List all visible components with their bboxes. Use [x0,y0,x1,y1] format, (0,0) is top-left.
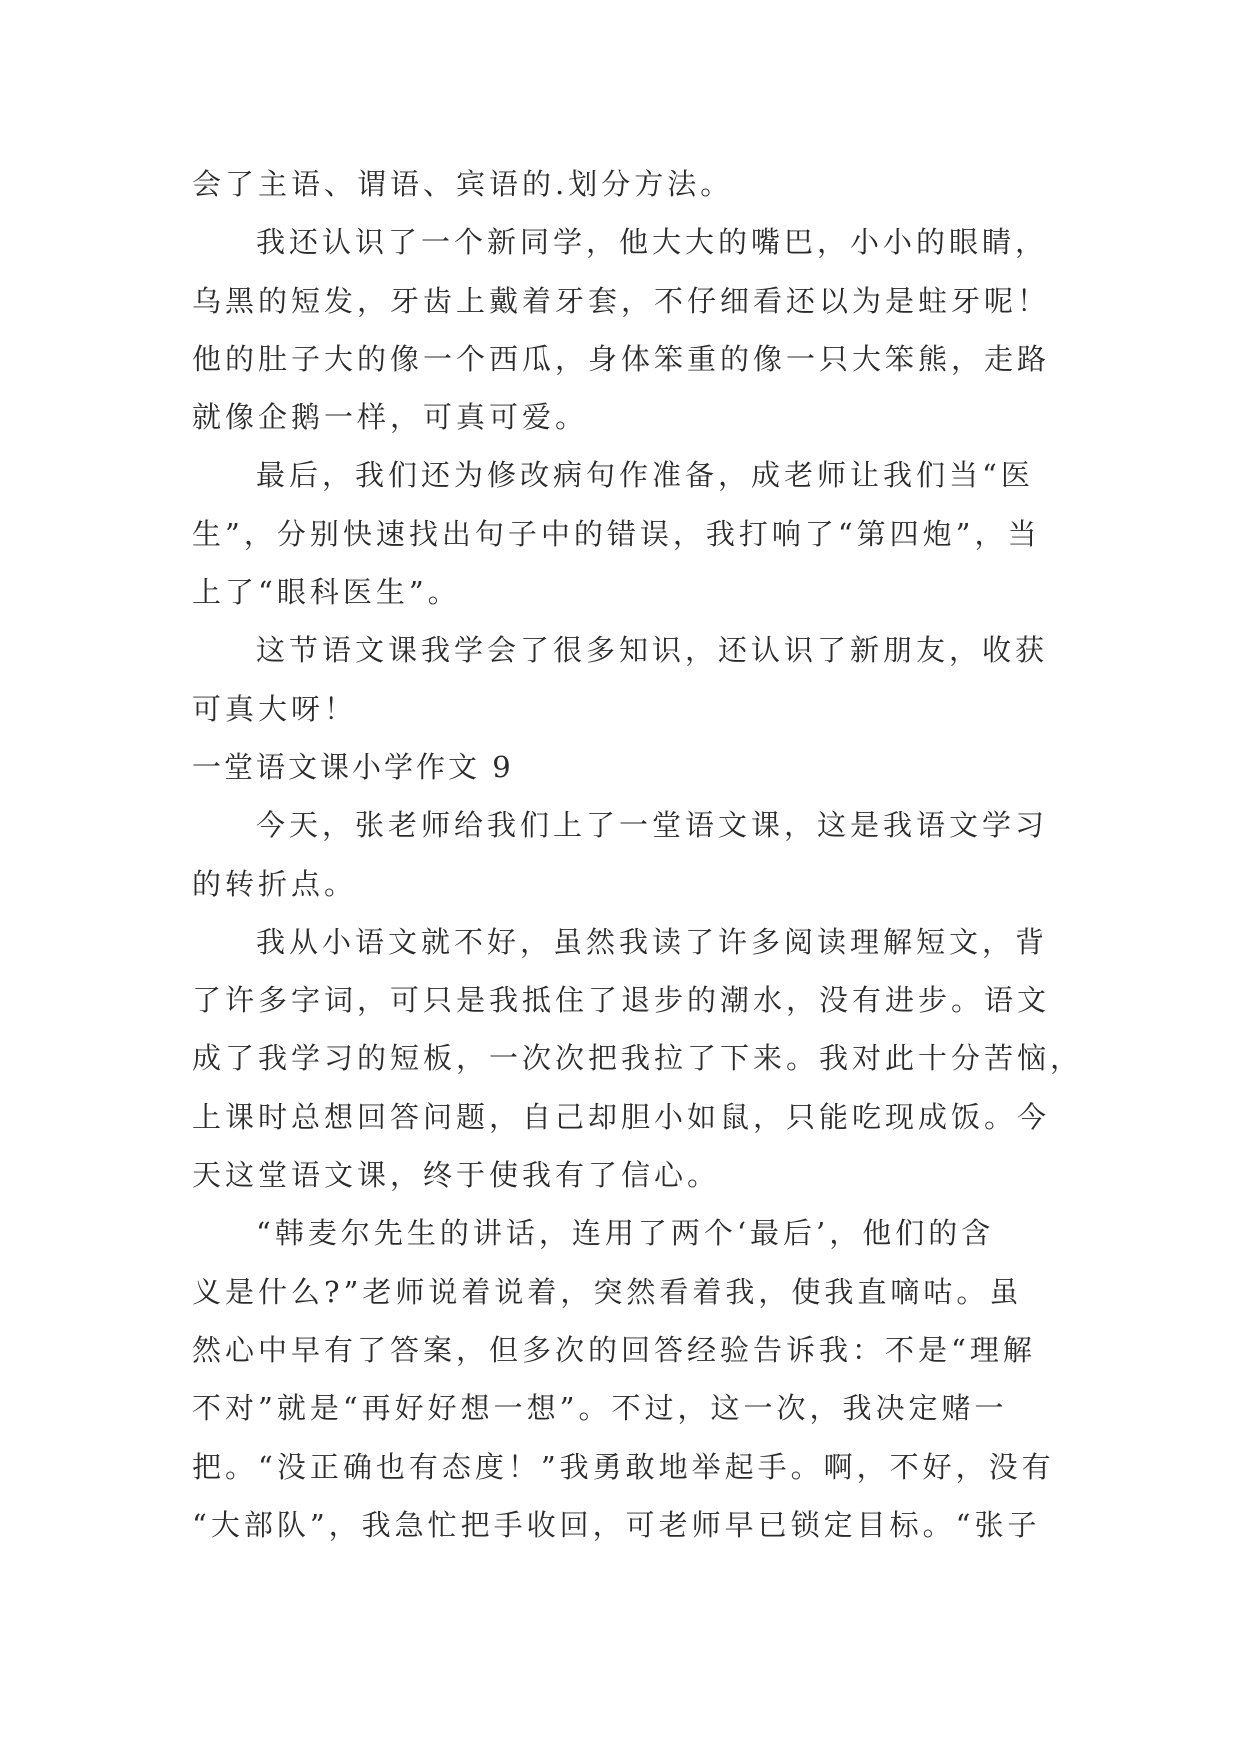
text-line: 我从小语文就不好，虽然我读了许多阅读理解短文，背 [256,924,1049,959]
text-line: 就像企鹅一样，可真可爱。 [192,400,589,435]
section-heading: 一堂语文课小学作文 9 [192,749,514,784]
text-line: 会了主语、谓语、宾语的.划分方法。 [192,167,734,201]
text-line: 他的肚子大的像一个西瓜，身体笨重的像一只大笨熊，走路 [192,341,1051,376]
text-line: 乌黑的短发，牙齿上戴着牙套，不仔细看还以为是蛀牙呢！ [192,283,1051,318]
text-line: 的转折点。 [192,866,358,901]
text-line: 今天，张老师给我们上了一堂语文课，这是我语文学习 [256,808,1049,843]
text-line: 最后，我们还为修改病句作准备，成老师让我们当“医 [256,458,1034,493]
text-line: 然心中早有了答案，但多次的回答经验告诉我：不是“理解 [192,1332,1036,1367]
text-line: 成了我学习的短板，一次次把我拉了下来。我对此十分苦恼， [192,1041,1084,1076]
text-line: 上课时总想回答问题，自己却胆小如鼠，只能吃现成饭。今 [192,1099,1051,1134]
text-line: “韩麦尔先生的讲话，连用了两个‘最后’，他们的含 [256,1216,995,1251]
text-line: 这节语文课我学会了很多知识，还认识了新朋友，收获 [256,633,1049,668]
text-line: 上了“眼科医生”。 [192,575,461,610]
text-line: 我还认识了一个新同学，他大大的嘴巴，小小的眼睛， [256,225,1049,260]
text-line: 义是什么?”老师说着说着，突然看着我，使我直嘀咕。虽 [192,1274,1023,1309]
text-line: 把。“没正确也有态度！”我勇敢地举起手。啊，不好，没有 [192,1449,1055,1484]
text-line: 了许多字词，可只是我抵住了退步的潮水，没有进步。语文 [192,983,1051,1018]
text-line: 天这堂语文课，终于使我有了信心。 [192,1158,721,1193]
text-line: 生”，分别快速找出句子中的错误，我打响了“第四炮”，当 [192,516,1041,551]
text-line: 不对”就是“再好好想一想”。不过，这一次，我决定赌一 [192,1391,1008,1426]
text-line: “大部队”，我急忙把手收回，可老师早已锁定目标。“张子 [192,1507,1041,1542]
text-line: 可真大呀！ [192,691,358,726]
essay-body [192,155,1084,1554]
